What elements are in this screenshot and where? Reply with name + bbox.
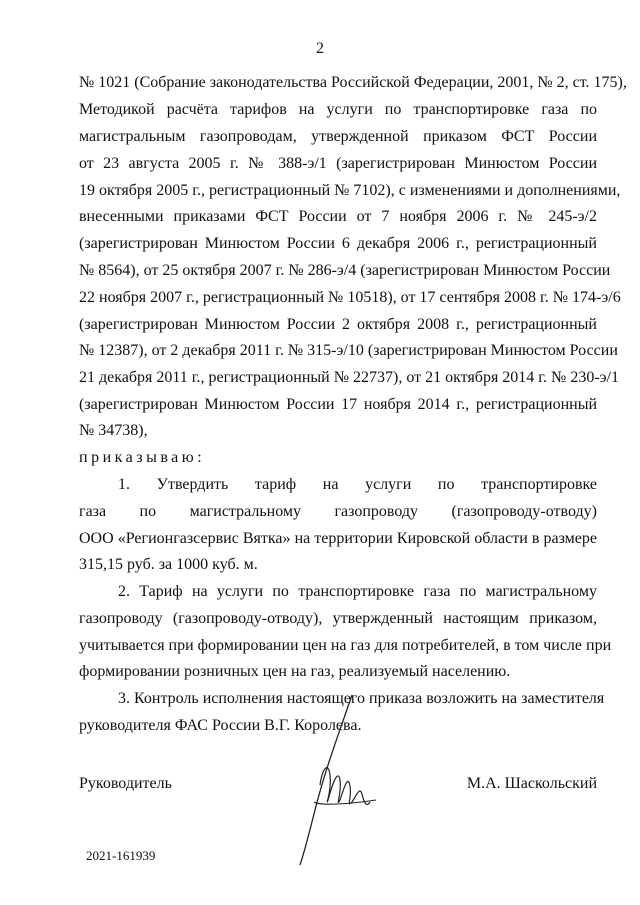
text-line: внесенными приказами ФСТ России от 7 ноября 2006 г. № 245-э/2	[79, 208, 597, 225]
text-line: формировании розничных цен на газ, реализуемый населению.	[79, 663, 511, 680]
text-line: 2. Тариф на услуги по транспортировке газа по магистральному	[118, 583, 597, 600]
text-line: № 8564), от 25 октября 2007 г. № 286-э/4 (зарегистрирован Минюстом России	[79, 262, 611, 279]
text-line: (зарегистрирован Минюстом России 6 декабря 2006 г., регистрационный	[79, 235, 597, 252]
text-line: 3. Контроль исполнения настоящего приказа возложить на заместителя	[118, 690, 605, 707]
text-line: приказываю:	[79, 449, 206, 466]
document-id: 2021-161939	[86, 848, 156, 863]
page-number: 2	[316, 40, 324, 57]
text-line: 22 ноября 2007 г., регистрационный № 10518), от 17 сентября 2008 г. № 174-э/6	[79, 289, 621, 306]
text-line: (зарегистрирован Минюстом России 2 октября 2008 г., регистрационный	[79, 316, 597, 333]
text-line: 21 декабря 2011 г., регистрационный № 22737), от 21 октября 2014 г. № 230-э/1	[79, 369, 619, 386]
text-line: руководителя ФАС России В.Г. Королева.	[79, 717, 362, 734]
signatory-position: Руководитель	[79, 775, 172, 792]
text-line: учитывается при формировании цен на газ для потребителей, в том числе при	[79, 637, 612, 654]
text-line: 19 октября 2005 г., регистрационный № 7102), с изменениями и дополнениями,	[79, 182, 621, 199]
text-line: от 23 августа 2005 г. № 388-э/1 (зарегистрирован Минюстом России	[79, 155, 597, 172]
text-line: 1. Утвердить тариф на услуги по транспортировке	[118, 476, 597, 493]
text-line: газа по магистральному газопроводу (газопроводу-отводу)	[79, 503, 597, 520]
text-line: 315,15 руб. за 1000 куб. м.	[79, 556, 258, 573]
handwritten-signature	[280, 690, 390, 870]
text-line: Методикой расчёта тарифов на услуги по транспортировке газа по	[79, 101, 597, 118]
text-line: № 1021 (Собрание законодательства Российской Федерации, 2001, № 2, ст. 175),	[79, 74, 627, 91]
text-line: газопроводу (газопроводу-отводу), утвержденный настоящим приказом,	[79, 610, 597, 627]
signatory-name: М.А. Шаскольский	[466, 775, 597, 792]
text-line: № 34738),	[79, 422, 148, 439]
text-line: ООО «Регионгазсервис Вятка» на территории Кировской области в размере	[79, 530, 597, 547]
text-line: (зарегистрирован Минюстом России 17 ноября 2014 г., регистрационный	[79, 396, 597, 413]
text-line: № 12387), от 2 декабря 2011 г. № 315-э/10 (зарегистрирован Минюстом России	[79, 342, 618, 359]
text-line: магистральным газопроводам, утвержденной приказом ФСТ России	[79, 128, 597, 145]
